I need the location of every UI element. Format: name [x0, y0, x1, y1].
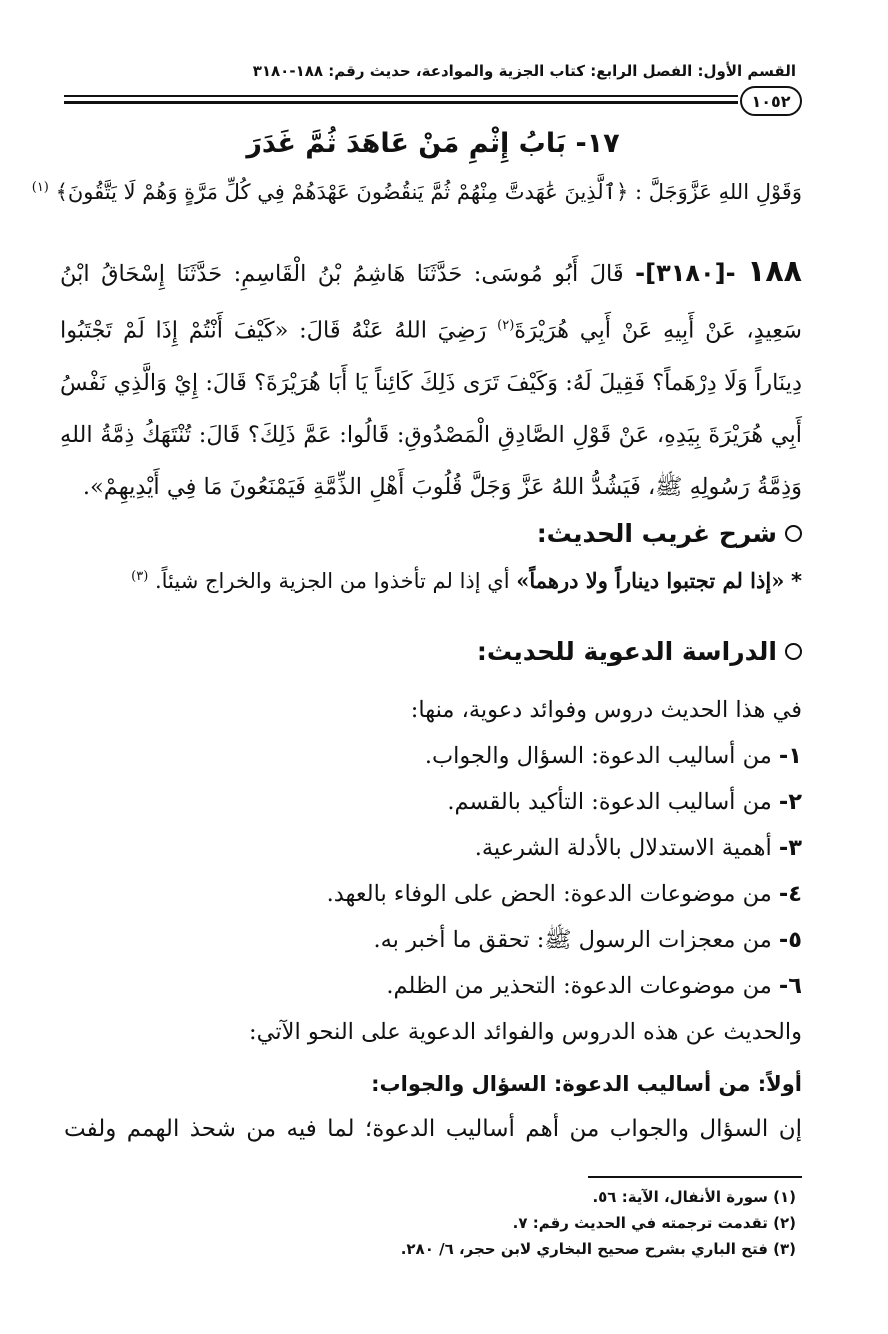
gharib-explanation	[64, 568, 802, 593]
section-heading-dawah	[64, 637, 802, 666]
hadith-reference: -[٣١٨٠]-	[635, 259, 736, 287]
hadith-chain: قَالَ أَبُو مُوسَى: حَدَّثَنَا هَاشِمُ بْنُ الْقَاسِمِ: حَدَّثَنَا إِسْحَاقُ ابْنُ سَعِيدٍ، عَنْ أَبِيهِ عَنْ أَبِي هُرَيْرَةَ	[60, 261, 802, 344]
list-text: من موضوعات الدعوة: الحض على الوفاء بالعهد.	[326, 881, 772, 907]
footnote: (٢) تقدمت ترجمته في الحديث رقم: ٧.	[512, 1214, 796, 1232]
hadith-body: رَضِيَ اللهُ عَنْهُ قَالَ: «كَيْفَ أَنْتُمْ إِذَا لَمْ تَجْتَبُوا دِينَاراً وَلَا دِرْهَماً؟ فَقِيلَ لَهُ: وَكَيْفَ تَرَى ذَلِكَ كَائِناً يَا أَبَا هُرَيْرَةَ؟ قَالَ: إِيْ وَالَّذِي نَفْسُ أَبِي هُرَيْرَةَ بِيَدِهِ، عَنْ قَوْلِ الصَّادِقِ الْمَصْدُوقِ: قَالُوا: عَمَّ ذَلِكَ؟ قَالَ: تُنْتَهَكُ ذِمَّةُ اللهِ وَذِمَّةُ رَسُولِهِ ﷺ، فَيَشُدُّ اللهُ عَزَّ وَجَلَّ قُلُوبَ أَهْلِ الذِّمَّةِ فَيَمْنَعُونَ مَا فِي أَيْدِيهِمْ».	[60, 317, 802, 500]
dawah-outro: والحديث عن هذه الدروس والفوائد الدعوية على النحو الآتي:	[249, 1019, 802, 1045]
dawah-lessons	[64, 687, 802, 1055]
list-number: ٣-	[778, 835, 802, 861]
gharib-meaning: أي إذا لم تأخذوا من الجزية والخراج شيئاً.	[154, 569, 510, 593]
footnote-ref-3: (٣)	[131, 569, 149, 584]
list-number: ٤-	[778, 881, 802, 907]
header-rule-thin	[64, 95, 738, 97]
section-heading-text: شرح غريب الحديث:	[536, 519, 777, 548]
list-item	[64, 871, 802, 917]
list-text: أهمية الاستدلال بالأدلة الشرعية.	[474, 835, 772, 861]
footnotes	[64, 1184, 796, 1262]
subheading-first-point: أولاً: من أساليب الدعوة: السؤال والجواب:	[371, 1072, 802, 1096]
first-point-text: إن السؤال والجواب من أهم أساليب الدعوة؛ لما فيه من شحذ الهمم ولفت	[64, 1116, 802, 1142]
circle-bullet-icon	[785, 643, 802, 660]
hadith-number: ١٨٨	[747, 254, 802, 289]
hadith-text	[60, 246, 802, 513]
footnote-ref-2: (٢)	[497, 318, 515, 333]
list-number: ٦-	[778, 973, 802, 999]
list-item	[64, 825, 802, 871]
list-number: ١-	[778, 743, 802, 769]
list-text: من أساليب الدعوة: السؤال والجواب.	[424, 743, 772, 769]
footnote: (١) سورة الأنفال، الآية: ٥٦.	[592, 1188, 796, 1206]
footnote-ref-1: (١)	[31, 180, 49, 195]
list-item	[64, 963, 802, 1009]
section-heading-text: الدراسة الدعوية للحديث:	[476, 637, 777, 666]
list-text: من معجزات الرسول ﷺ: تحقق ما أخبر به.	[373, 927, 772, 953]
list-item	[64, 917, 802, 963]
list-number: ٢-	[778, 789, 802, 815]
running-header: القسم الأول: الفصل الرابع: كتاب الجزية والموادعة، حديث رقم: ١٨٨-٣١٨٠	[252, 62, 796, 80]
list-text: من أساليب الدعوة: التأكيد بالقسم.	[447, 789, 772, 815]
gharib-term: «إذا لم تجتبوا ديناراً ولا درهماً»	[516, 568, 785, 593]
section-heading-gharib	[64, 519, 802, 548]
verse-intro: وَقَوْلِ اللهِ عَزَّوَجَلَّ :	[635, 180, 802, 204]
list-number: ٥-	[778, 927, 802, 953]
chapter-title: ١٧- بَابُ إِثْمِ مَنْ عَاهَدَ ثُمَّ غَدَرَ	[246, 128, 620, 159]
footnote: (٣) فتح الباري بشرح صحيح البخاري لابن حجر، ٦/ ٢٨٠.	[400, 1240, 796, 1258]
dawah-intro: في هذا الحديث دروس وفوائد دعوية، منها:	[410, 697, 802, 723]
page-number: ١٠٥٢	[740, 86, 802, 116]
quran-verse: ﴿ٱلَّذِينَ عَٰهَدتَّ مِنْهُمْ ثُمَّ يَنقُضُونَ عَهْدَهُمْ فِي كُلِّ مَرَّةٍ وَهُمْ لَا يَتَّقُونَ﴾	[55, 180, 629, 204]
circle-bullet-icon	[785, 525, 802, 542]
list-text: من موضوعات الدعوة: التحذير من الظلم.	[386, 973, 772, 999]
star-bullet: *	[791, 569, 802, 593]
header-rule-thick	[64, 101, 738, 104]
quran-verse-line	[31, 180, 802, 204]
footnote-divider	[588, 1176, 802, 1178]
list-item	[64, 779, 802, 825]
list-item	[64, 733, 802, 779]
